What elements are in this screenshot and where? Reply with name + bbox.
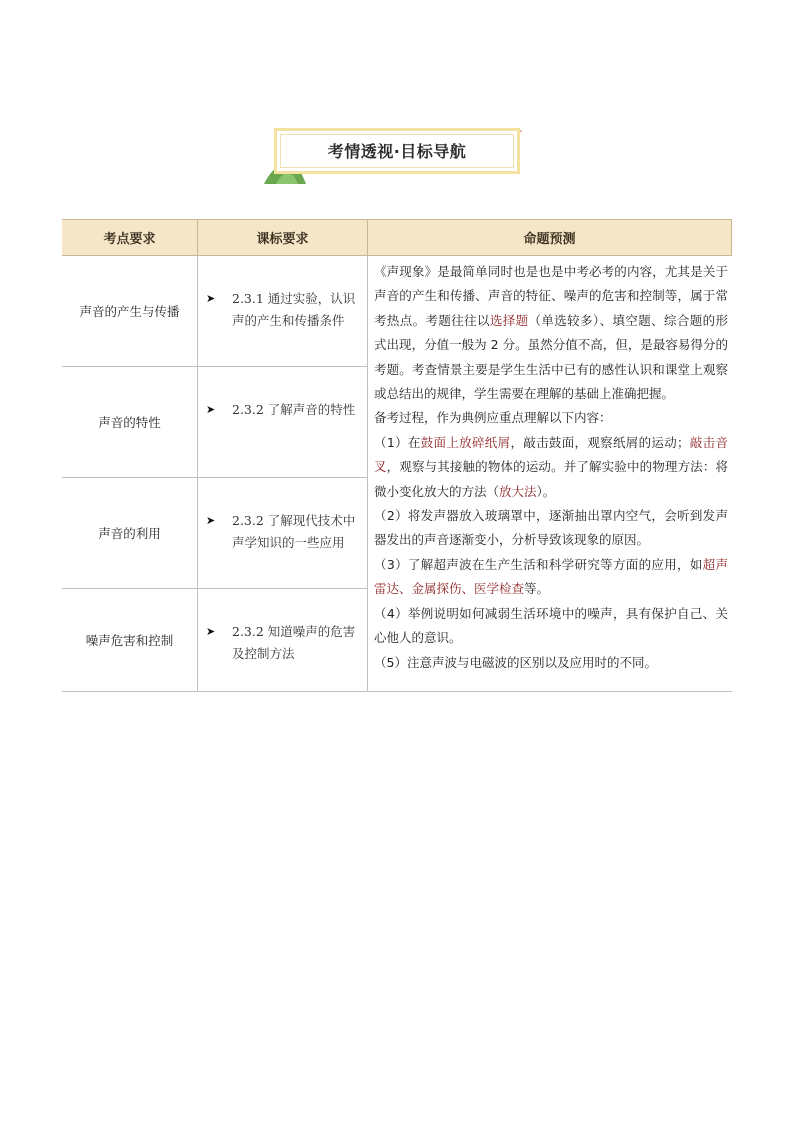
standard-cell <box>197 478 367 589</box>
highlight-text: 鼓面上放碎纸屑 <box>420 434 511 450</box>
page-title: 考情透视·目标导航 <box>327 142 467 161</box>
prediction-cell <box>367 256 732 691</box>
title-banner <box>262 124 527 186</box>
arrow-bullet-icon: ➤ <box>206 403 216 416</box>
prediction-paragraph: 备考过程，作为典例应重点理解以下内容： <box>374 410 612 426</box>
highlight-text: 敲击音叉 <box>374 434 728 475</box>
standard-cell <box>197 256 367 367</box>
prediction-paragraph: （2）将发声器放入玻璃罩中，逐渐抽出罩内空气，会听到发声器发出的声音逐渐变小，分析导致该现象的原因。 <box>374 508 728 548</box>
standard-cell <box>197 367 367 478</box>
topic-cell: 声音的特性 <box>62 367 197 478</box>
highlight-text: 超声雷达、金属探伤、医学检查 <box>374 556 728 597</box>
standard-text: 2.3.2 了解现代技术中声学知识的一些应用 <box>232 513 356 550</box>
title-box <box>274 128 520 174</box>
header-topic: 考点要求 <box>62 219 197 256</box>
highlight-text: 选择题 <box>489 312 529 328</box>
topic-cell: 噪声危害和控制 <box>85 633 174 648</box>
standard-text: 2.3.1 通过实验，认识声的产生和传播条件 <box>232 291 356 328</box>
highlight-text: 放大法 <box>499 483 537 499</box>
prediction-paragraph: （5）注意声波与电磁波的区别以及应用时的不同。 <box>374 654 657 670</box>
prediction-paragraph: （4）举例说明如何减弱生活环境中的噪声，具有保护自己、关心他人的意识。 <box>374 605 728 646</box>
arrow-bullet-icon: ➤ <box>206 292 216 305</box>
topic-cell: 声音的利用 <box>62 478 197 589</box>
standard-text: 2.3.2 了解声音的特性 <box>232 402 356 417</box>
topic-cell: 声音的产生与传播 <box>62 256 197 367</box>
prediction-paragraph: （3）了解超声波在生产生活和科学研究等方面的应用，如超声雷达、金属探伤、医学检查等。 <box>374 556 728 597</box>
exam-outline-table <box>62 219 732 692</box>
prediction-paragraph: （1）在鼓面上放碎纸屑，敲击鼓面，观察纸屑的运动；敲击音叉，观察与其接触的物体的运动。并了解实验中的物理方法：将微小变化放大的方法（放大法）。 <box>374 434 728 499</box>
prediction-paragraph: 《声现象》是最简单同时也是也是中考必考的内容，尤其是关于声音的产生和传播、声音的特征、噪声的危害和控制等，属于常考热点。考题往往以选择题（单选较多）、填空题、综合题的形式出现，分值一般为 2 分。虽然分值不高，但，是最容易得分的考题。考查情景主要是学生生活中已有的感性认识和课堂上观察或总结出的规律，学生需要在理解的基础上准确把握。 <box>374 264 728 402</box>
standard-cell <box>197 589 367 691</box>
arrow-bullet-icon: ➤ <box>206 625 216 638</box>
standard-text: 2.3.2 知道噪声的危害及控制方法 <box>232 624 356 661</box>
header-prediction: 命题预测 <box>367 219 732 256</box>
header-standard: 课标要求 <box>197 219 367 256</box>
arrow-bullet-icon: ➤ <box>206 514 216 527</box>
